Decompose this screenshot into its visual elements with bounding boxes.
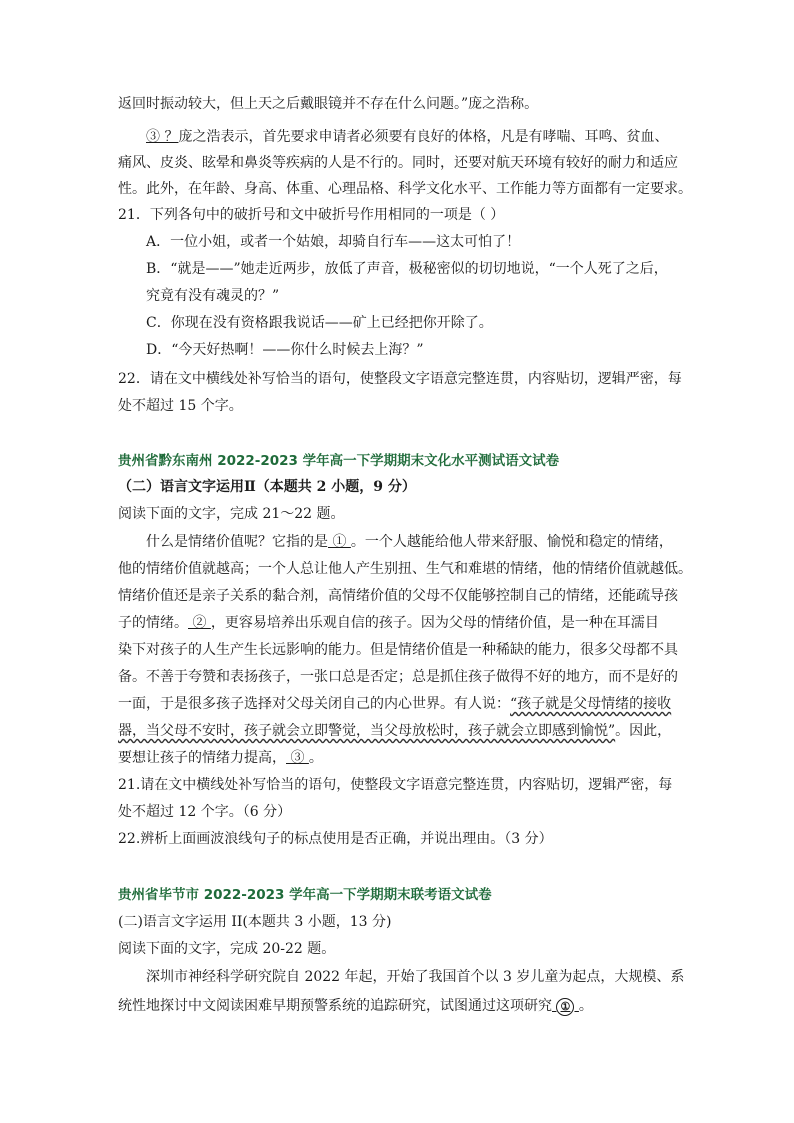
- section-subheading: (二)语言文字运用 II(本题共 3 小题，13 分): [118, 914, 392, 930]
- paragraph-line: 染下对孩子的人生产生长远影响的能力。但是情绪价值是一种稀缺的能力，很多父母都不具: [118, 642, 678, 658]
- paragraph-text: 什么是情绪价值呢？它指的是: [146, 534, 328, 550]
- option-c: C．你现在没有资格跟我说话——矿上已经把你开除了。: [146, 315, 493, 331]
- question-21-continued: 处不超过 12 个字。（6 分）: [118, 804, 292, 820]
- wavy-underlined-sentence: “孩子就是父母情绪的接收: [510, 696, 672, 712]
- question-22: 22．请在文中横线处补写恰当的语句，使整段文字语意完整连贯，内容贴切，逻辑严密，每: [118, 371, 682, 387]
- paragraph-line: 情绪价值还是亲子关系的黏合剂，高情绪价值的父母不仅能够控制自己的情绪，还能疏导孩: [118, 588, 678, 604]
- paragraph-text: 子的情绪。: [118, 615, 188, 631]
- blank-3: ③: [286, 750, 309, 766]
- paragraph-line: [118, 614, 659, 632]
- paragraph-text: 。: [578, 998, 593, 1014]
- paragraph-text: 要想让孩子的情绪力提高，: [118, 750, 286, 766]
- blank-1: ①: [556, 998, 574, 1016]
- question-22-continued: 处不超过 15 个字。: [118, 398, 243, 414]
- instruction: 阅读下面的文字，完成 21～22 题。: [118, 506, 345, 522]
- paragraph-text: 。因此，: [615, 723, 672, 739]
- paragraph-line: [118, 695, 671, 713]
- paragraph-line: 深圳市神经科学研究院自 2022 年起，开始了我国首个以 3 岁儿童为起点，大规模、系: [146, 969, 685, 985]
- question-21: 21．下列各句中的破折号和文中破折号作用相同的一项是（ ）: [118, 207, 505, 223]
- paragraph-line: [118, 722, 671, 740]
- paragraph-text: 。一个人越能给他人带来舒服、愉悦和稳定的情绪，: [350, 534, 673, 550]
- paragraph-text: 庞之浩表示，首先要求申请者必须要有良好的体格，凡是有哮喘、耳鸣、贫血、: [178, 129, 669, 145]
- section-subheading: （二）语言文字运用Ⅱ（本题共 2 小题，9 分）: [118, 479, 416, 495]
- paragraph-line: 他的情绪价值就越高；一个人总让他人产生别扭、生气和难堪的情绪，他的情绪价值就越低。: [118, 561, 692, 577]
- paragraph-line: 备。不善于夸赞和表扬孩子，一张口总是否定；总是抓住孩子做得不好的地方，而不是好的: [118, 669, 678, 685]
- wavy-underlined-sentence: 器，当父母不安时，孩子就会立即警觉，当父母放松时，孩子就会立即感到愉悦”: [118, 723, 616, 739]
- option-b-continued: 究竟有没有魂灵的？”: [146, 288, 280, 304]
- paragraph-line: 痛风、皮炎、眩晕和鼻炎等疾病的人是不行的。同时，还要对航天环境有较好的耐力和适应: [118, 155, 678, 171]
- source-heading: 贵州省毕节市 2022-2023 学年高一下学期期末联考语文试卷: [118, 887, 492, 903]
- paragraph-text: 一面，于是很多孩子选择对父母关闭自己的内心世界。有人说：: [118, 696, 510, 712]
- paragraph-line: 性。此外，在年龄、身高、体重、心理品格、科学文化水平、工作能力等方面都有一定要求。: [118, 181, 692, 197]
- option-b: B．“就是——”她走近两步，放低了声音，极秘密似的切切地说，“一个人死了之后，: [146, 261, 668, 277]
- option-d: D．“今天好热啊！——你什么时候去上海？”: [146, 342, 424, 358]
- source-heading: 贵州省黔东南州 2022-2023 学年高一下学期期末文化水平测试语文试卷: [118, 453, 560, 469]
- question-22: 22.辨析上面画波浪线句子的标点使用是否正确，并说出理由。（3 分）: [118, 831, 553, 847]
- blank-3: ③ ？: [146, 129, 179, 145]
- option-a: A．一位小姐，或者一个姑娘，却骑自行车——这太可怕了！: [146, 234, 521, 250]
- paragraph-line: [118, 997, 593, 1016]
- instruction: 阅读下面的文字，完成 20-22 题。: [118, 941, 336, 957]
- blank-2: ②: [188, 615, 211, 631]
- paragraph-line: [118, 749, 323, 767]
- paragraph-text: ，更容易培养出乐观自信的孩子。因为父母的情绪价值，是一种在耳濡目: [210, 615, 659, 631]
- paragraph-text: 统性地探讨中文阅读困难早期预警系统的追踪研究，试图通过这项研究: [118, 998, 552, 1014]
- blank-1: ①: [328, 534, 351, 550]
- paragraph-line: 返回时振动较大，但上天之后戴眼镜并不存在什么问题。”庞之浩称。: [118, 96, 539, 112]
- paragraph-line: [146, 128, 668, 146]
- question-21: 21.请在文中横线处补写恰当的语句，使整段文字语意完整连贯，内容贴切，逻辑严密，每: [118, 777, 673, 793]
- paragraph-text: 。: [308, 750, 323, 766]
- paragraph-line: [146, 533, 673, 551]
